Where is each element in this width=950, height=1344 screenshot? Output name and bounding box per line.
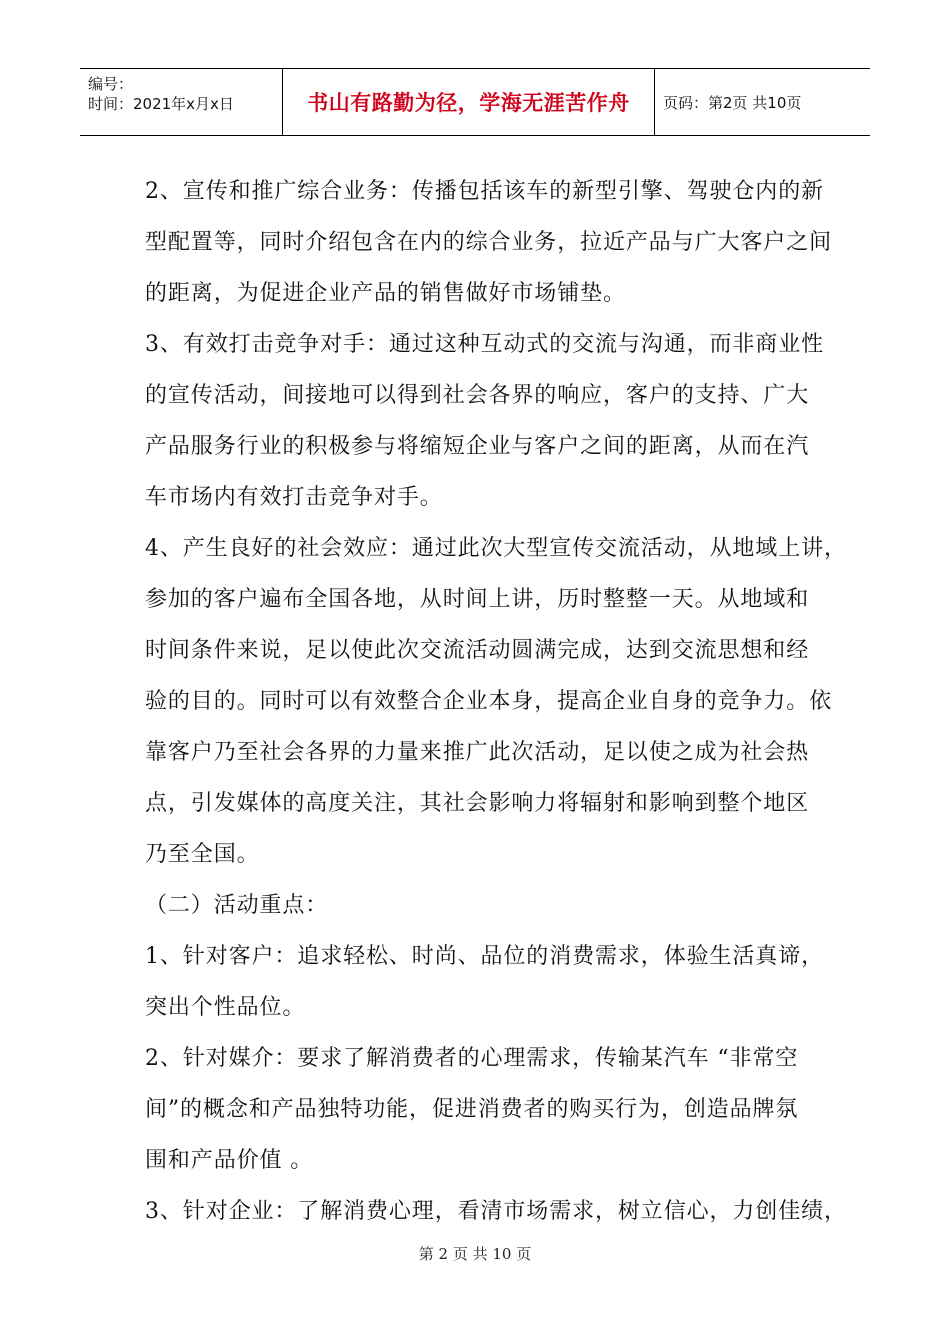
text-line: 车市场内有效打击竞争对手。 (145, 485, 443, 510)
header-page-cell (655, 69, 870, 135)
section-heading: （二）活动重点： (145, 893, 329, 918)
text-line: 点，引发媒体的高度关注，其社会影响力将辐射和影响到整个地区 (145, 791, 810, 816)
text-line: 时间条件来说，足以使此次交流活动圆满完成，达到交流思想和经 (145, 638, 810, 663)
document-body (145, 166, 847, 1237)
text-line: 1、针对客户：追求轻松、时尚、品位的消费需求，体验生活真谛， (145, 944, 824, 969)
text-line: 乃至全国。 (145, 842, 260, 867)
text-line: 2、宣传和推广综合业务：传播包括该车的新型引擎、驾驶仓内的新 (145, 179, 824, 204)
document-date: 时间：2021年x月x日 (88, 95, 234, 113)
text-line: 突出个性品位。 (145, 995, 306, 1020)
text-line: 型配置等，同时介绍包含在内的综合业务，拉近产品与广大客户之间 (145, 230, 833, 255)
text-line: 间”的概念和产品独特功能，促进消费者的购买行为，创造品牌氛 (145, 1097, 799, 1122)
text-line: 3、有效打击竞争对手：通过这种互动式的交流与沟通，而非商业性 (145, 332, 824, 357)
text-line: 2、针对媒介：要求了解消费者的心理需求，传输某汽车 “非常空 (145, 1046, 799, 1071)
document-number-label: 编号： (88, 75, 134, 93)
text-line: 3、针对企业：了解消费心理，看清市场需求，树立信心，力创佳绩， (145, 1199, 847, 1224)
page-header (80, 68, 870, 136)
header-motto-cell (283, 69, 655, 135)
motto-text: 书山有路勤为径，学海无涯苦作舟 (307, 91, 630, 115)
text-line: 产品服务行业的积极参与将缩短企业与客户之间的距离，从而在汽 (145, 434, 810, 459)
page-footer: 第 2 页 共 10 页 (418, 1245, 532, 1263)
page-info: 页码：第2页 共10页 (663, 93, 802, 112)
text-line: 4、产生良好的社会效应：通过此次大型宣传交流活动，从地域上讲， (145, 536, 847, 561)
text-line: 参加的客户遍布全国各地，从时间上讲，历时整整一天。从地域和 (145, 587, 810, 612)
text-line: 的宣传活动，间接地可以得到社会各界的响应，客户的支持、广大 (145, 383, 810, 408)
header-meta (80, 69, 283, 135)
text-line: 围和产品价值 。 (145, 1148, 314, 1173)
text-line: 靠客户乃至社会各界的力量来推广此次活动，足以使之成为社会热 (145, 740, 810, 765)
text-line: 验的目的。同时可以有效整合企业本身，提高企业自身的竞争力。依 (145, 689, 833, 714)
text-line: 的距离，为促进企业产品的销售做好市场铺垫。 (145, 281, 626, 306)
